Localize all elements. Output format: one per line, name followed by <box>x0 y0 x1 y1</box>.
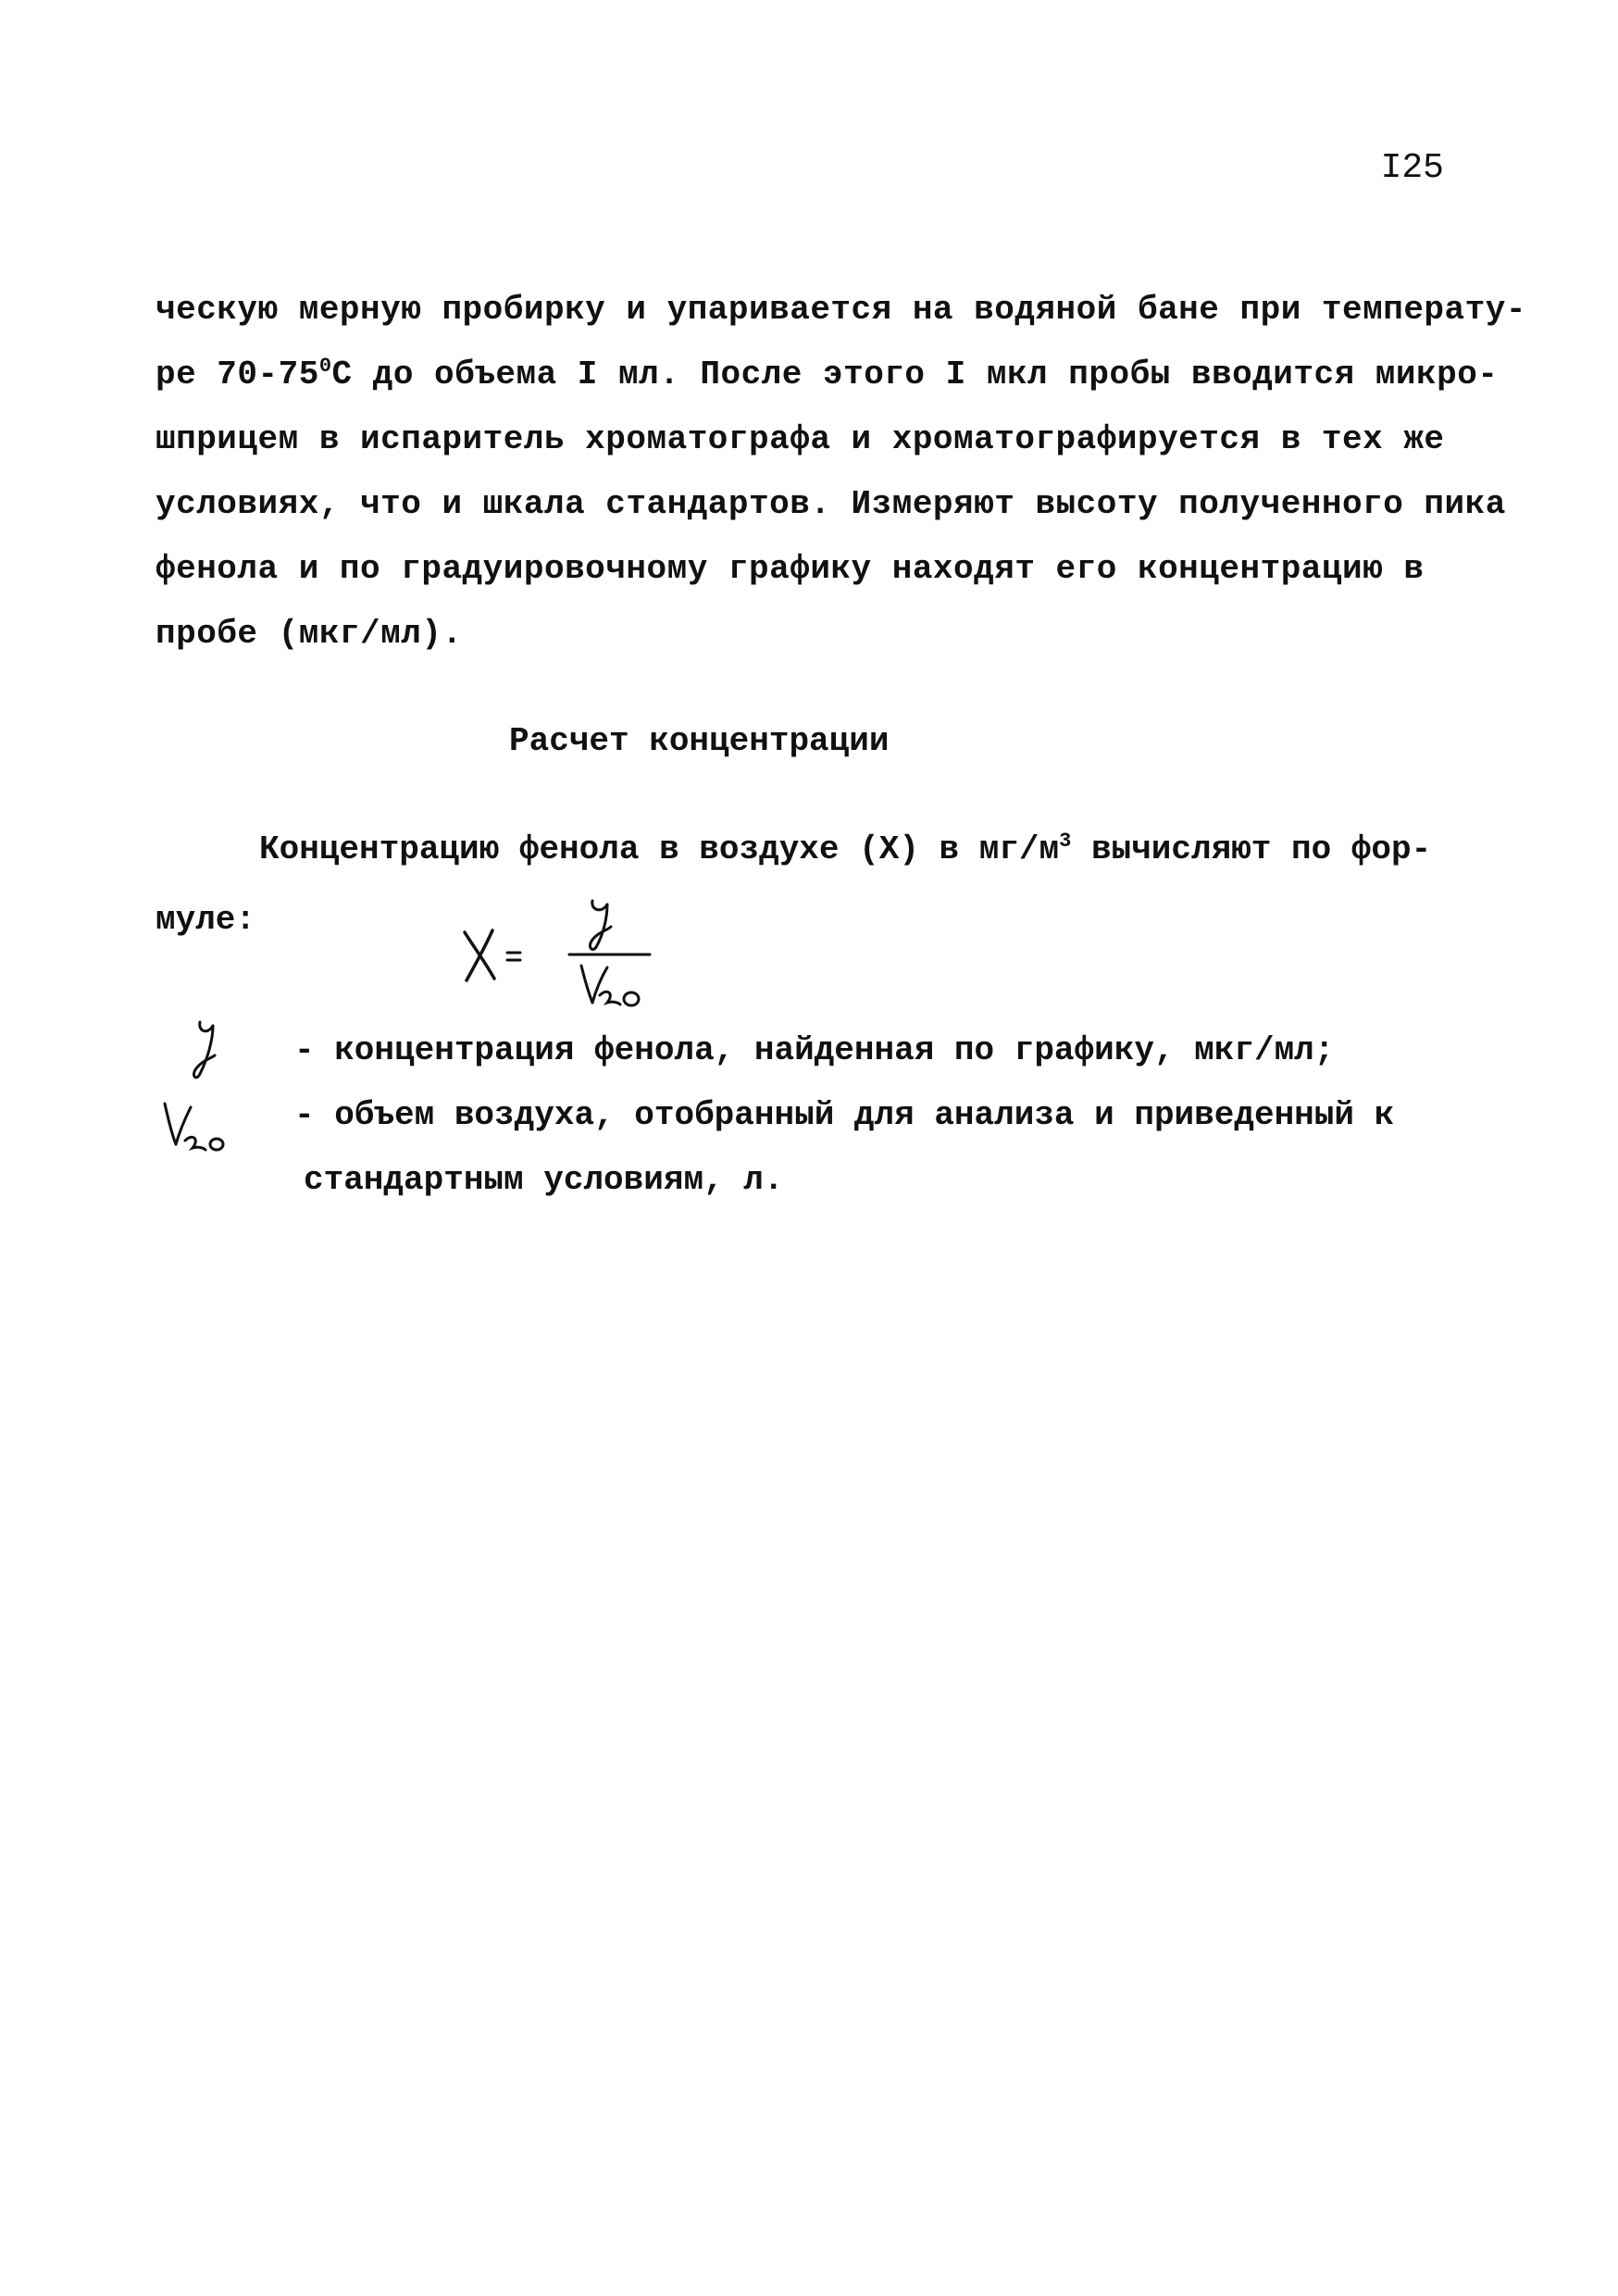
body-paragraph <box>156 278 1526 667</box>
legend-item <box>156 1083 1451 1148</box>
page-number: I25 <box>1380 148 1444 188</box>
formula-numerator <box>590 901 611 949</box>
intro-text-main: Концентрацию фенола в воздухе (X) в мг/м <box>259 830 1060 868</box>
paragraph-line-start: ре 70-75 <box>156 356 319 393</box>
intro-text-end: вычисляют по фор- <box>1071 830 1432 868</box>
formula-legend <box>156 1018 1451 1213</box>
formula-denominator <box>581 966 639 1005</box>
legend-symbol-q <box>156 1018 257 1092</box>
formula-x-symbol <box>465 930 494 980</box>
legend-item <box>156 1018 1451 1083</box>
legend-text-continuation: стандартным условиям, л. <box>304 1161 784 1199</box>
paragraph-line: фенола и по градуировочному графику находят его концентрацию в <box>156 550 1425 588</box>
paragraph-line: ческую мерную пробирку и упаривается на водяной бане при температу- <box>156 291 1526 329</box>
handwritten-formula <box>454 893 694 1023</box>
legend-text: - концентрация фенола, найденная по графику, мкг/мл; <box>294 1031 1335 1069</box>
paragraph-line <box>156 343 1499 407</box>
paragraph-line-rest: С до объема I мл. После этого I мкл пробы вводится микро- <box>331 356 1499 393</box>
legend-symbol-v20 <box>156 1083 257 1157</box>
legend-text: - объем воздуха, отобранный для анализа и приведенный к <box>294 1096 1395 1134</box>
paragraph-line: условиях, что и шкала стандартов. Измеряют высоту полученного пика <box>156 485 1506 523</box>
paragraph-line: шприцем в испаритель хроматографа и хроматографируется в тех же <box>156 420 1445 458</box>
legend-item-continuation <box>156 1148 1451 1213</box>
paragraph-line: пробе (мкг/мл). <box>156 615 463 653</box>
intro-line <box>156 815 1451 885</box>
cube-superscript: 3 <box>1059 830 1072 853</box>
intro-line: муле: <box>156 901 256 939</box>
formula-intro <box>156 815 1451 955</box>
formula-equals <box>507 953 520 960</box>
degree-superscript: 0 <box>318 355 332 378</box>
section-heading: Расчет концентрации <box>509 722 890 760</box>
